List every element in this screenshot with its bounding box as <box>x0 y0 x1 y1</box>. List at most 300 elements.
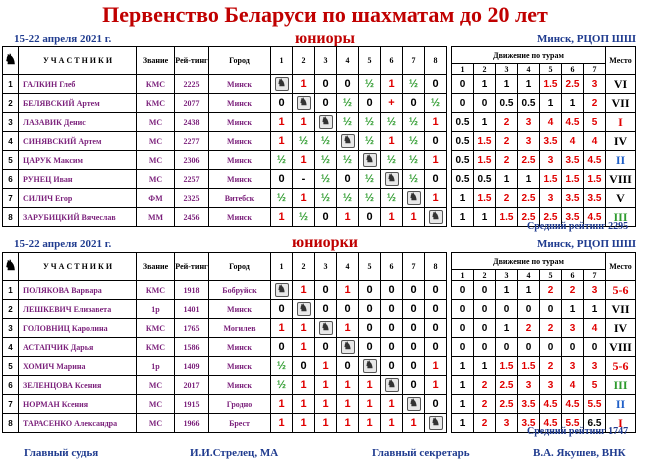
progress-score: 2.5 <box>518 151 540 170</box>
progress-score: 3 <box>518 132 540 151</box>
progress-score: 0 <box>540 338 562 357</box>
game-result: 0 <box>337 357 359 376</box>
progress-score: 1 <box>452 189 474 208</box>
game-result: 1 <box>425 113 447 132</box>
progress-score: 0 <box>452 319 474 338</box>
progress-score: 3 <box>584 75 606 94</box>
progress-score: 1.5 <box>540 75 562 94</box>
game-result: 0 <box>381 319 403 338</box>
game-result: 1 <box>337 376 359 395</box>
game-result: 0 <box>359 281 381 300</box>
game-result: ½ <box>403 75 425 94</box>
progress-score: 3.5 <box>518 395 540 414</box>
game-result: 0 <box>315 94 337 113</box>
player-city: Минск <box>209 208 271 227</box>
progress-score: 1 <box>474 208 496 227</box>
self-cell-knight-icon: ♞ <box>381 376 403 395</box>
game-result: ½ <box>271 376 293 395</box>
table-logo-knight-icon: ♞ <box>3 47 19 75</box>
progress-score: 1 <box>496 281 518 300</box>
final-place: III <box>606 208 636 227</box>
progress-score: 1 <box>496 170 518 189</box>
progress-score: 2.5 <box>562 75 584 94</box>
juniors-city: Минск, РЦОП ШШ <box>537 33 636 45</box>
progress-score: 0 <box>452 75 474 94</box>
game-result: 1 <box>315 357 337 376</box>
player-rank: КМС <box>137 94 175 113</box>
final-place: IV <box>606 132 636 151</box>
self-cell-knight-icon: ♞ <box>425 414 447 433</box>
progress-score: 4 <box>584 319 606 338</box>
game-result: 0 <box>403 357 425 376</box>
game-result: 1 <box>337 319 359 338</box>
table-row <box>3 395 636 414</box>
progress-score: 1.5 <box>496 357 518 376</box>
progress-score: 0 <box>474 94 496 113</box>
progress-score: 4 <box>540 113 562 132</box>
player-city: Брест <box>209 414 271 433</box>
self-cell-knight-icon: ♞ <box>293 94 315 113</box>
progress-score: 1 <box>452 357 474 376</box>
chief-judge-name: И.И.Стрелец, МА <box>190 447 279 459</box>
row-number: 8 <box>3 414 19 433</box>
progress-score: 1 <box>496 319 518 338</box>
player-rating: 2257 <box>175 170 209 189</box>
game-result: 0 <box>425 281 447 300</box>
player-rank: МС <box>137 376 175 395</box>
header-movement: Движение по турам <box>452 253 606 270</box>
game-result: 0 <box>337 75 359 94</box>
final-place: III <box>606 376 636 395</box>
player-rating: 1915 <box>175 395 209 414</box>
game-result: 1 <box>271 113 293 132</box>
player-name: ЗАРУБИЦКИЙ Вячеслав <box>19 208 137 227</box>
player-rank: ФМ <box>137 189 175 208</box>
header-round: 6 <box>381 253 403 281</box>
player-name: СИНЯВСКИЙ Артем <box>19 132 137 151</box>
progress-score: 3 <box>562 319 584 338</box>
game-result: ½ <box>403 113 425 132</box>
game-result: ½ <box>359 113 381 132</box>
progress-score: 3.5 <box>540 132 562 151</box>
player-city: Гродно <box>209 395 271 414</box>
game-result: + <box>381 94 403 113</box>
progress-score: 3 <box>584 357 606 376</box>
progress-score: 2.5 <box>518 208 540 227</box>
progress-score: 0.5 <box>452 151 474 170</box>
player-rating: 1966 <box>175 414 209 433</box>
game-result: 1 <box>381 395 403 414</box>
game-result: ½ <box>403 132 425 151</box>
player-name: РУНЕЦ Иван <box>19 170 137 189</box>
player-rating: 1765 <box>175 319 209 338</box>
player-name: ПОЛЯКОВА Варвара <box>19 281 137 300</box>
progress-score: 0.5 <box>496 94 518 113</box>
header-movement-round: 7 <box>584 64 606 75</box>
game-result: 0 <box>271 94 293 113</box>
final-place: VII <box>606 94 636 113</box>
progress-score: 0.5 <box>518 94 540 113</box>
progress-score: 1.5 <box>496 208 518 227</box>
progress-score: 0.5 <box>452 170 474 189</box>
player-city: Минск <box>209 113 271 132</box>
game-result: 1 <box>381 75 403 94</box>
header-participants: У Ч А С Т Н И К И <box>19 47 137 75</box>
header-rating: Рей-тинг <box>175 253 209 281</box>
row-number: 2 <box>3 94 19 113</box>
player-city: Минск <box>209 151 271 170</box>
progress-score: 2 <box>474 376 496 395</box>
game-result: 1 <box>293 151 315 170</box>
row-number: 2 <box>3 300 19 319</box>
header-round: 5 <box>359 253 381 281</box>
game-result: 0 <box>425 319 447 338</box>
final-place: V <box>606 189 636 208</box>
game-result: 1 <box>293 75 315 94</box>
progress-score: 1 <box>452 414 474 433</box>
header-round: 8 <box>425 253 447 281</box>
game-result: 1 <box>425 189 447 208</box>
juniors-average-rating: Средний рейтинг 2295 <box>527 221 629 232</box>
progress-score: 4.5 <box>540 395 562 414</box>
progress-score: 0 <box>496 338 518 357</box>
table-row <box>3 338 636 357</box>
game-result: 0 <box>315 338 337 357</box>
game-result: 1 <box>293 338 315 357</box>
player-city: Минск <box>209 94 271 113</box>
row-number: 1 <box>3 281 19 300</box>
progress-score: 3 <box>540 189 562 208</box>
header-rank: Звание <box>137 47 175 75</box>
game-result: 1 <box>293 414 315 433</box>
progress-score: 1 <box>540 94 562 113</box>
game-result: 0 <box>425 395 447 414</box>
player-rating: 2277 <box>175 132 209 151</box>
progress-score: 0 <box>584 338 606 357</box>
progress-score: 2 <box>562 281 584 300</box>
progress-score: 2 <box>518 319 540 338</box>
progress-score: 5.5 <box>562 414 584 433</box>
progress-score: 1.5 <box>474 132 496 151</box>
progress-score: 2 <box>584 94 606 113</box>
game-result: 1 <box>381 414 403 433</box>
game-result: ½ <box>315 151 337 170</box>
game-result: ½ <box>403 151 425 170</box>
game-result: 0 <box>315 281 337 300</box>
progress-score: 4.5 <box>584 208 606 227</box>
game-result: 0 <box>359 300 381 319</box>
progress-score: 2 <box>540 319 562 338</box>
girls-average-rating: Средний рейтинг 1747 <box>527 426 629 437</box>
player-rank: 1р <box>137 357 175 376</box>
game-result: 0 <box>271 338 293 357</box>
self-cell-knight-icon: ♞ <box>403 189 425 208</box>
player-name: ХОМИЧ Марина <box>19 357 137 376</box>
player-rating: 2077 <box>175 94 209 113</box>
player-city: Витебск <box>209 189 271 208</box>
progress-score: 5.5 <box>584 395 606 414</box>
progress-score: 1.5 <box>584 170 606 189</box>
player-rank: МС <box>137 113 175 132</box>
game-result: 1 <box>293 281 315 300</box>
game-result: 1 <box>337 414 359 433</box>
header-place: Место <box>606 253 636 281</box>
table-row <box>3 113 636 132</box>
game-result: 1 <box>271 414 293 433</box>
game-result: ½ <box>315 170 337 189</box>
header-place: Место <box>606 47 636 75</box>
game-result: ½ <box>293 208 315 227</box>
player-city: Бобруйск <box>209 281 271 300</box>
game-result: 1 <box>337 208 359 227</box>
progress-score: 4.5 <box>562 395 584 414</box>
player-city: Минск <box>209 357 271 376</box>
header-round: 7 <box>403 253 425 281</box>
table-row <box>3 357 636 376</box>
game-result: ½ <box>359 170 381 189</box>
final-place: II <box>606 395 636 414</box>
player-city: Минск <box>209 376 271 395</box>
header-round: 1 <box>271 47 293 75</box>
player-name: ЛЕШКЕВИЧ Елизавета <box>19 300 137 319</box>
final-place: 5-6 <box>606 281 636 300</box>
table-row <box>3 151 636 170</box>
player-name: ЛАЗАВИК Денис <box>19 113 137 132</box>
player-rating: 2438 <box>175 113 209 132</box>
player-rating: 1918 <box>175 281 209 300</box>
player-rank: МС <box>137 170 175 189</box>
game-result: 0 <box>293 357 315 376</box>
game-result: 1 <box>425 357 447 376</box>
game-result: 1 <box>293 395 315 414</box>
progress-score: 4 <box>562 376 584 395</box>
row-number: 5 <box>3 151 19 170</box>
progress-score: 0 <box>474 281 496 300</box>
self-cell-knight-icon: ♞ <box>271 75 293 94</box>
player-rating: 1401 <box>175 300 209 319</box>
player-rating: 1409 <box>175 357 209 376</box>
self-cell-knight-icon: ♞ <box>337 132 359 151</box>
progress-score: 3 <box>562 357 584 376</box>
game-result: 1 <box>425 376 447 395</box>
progress-score: 3.5 <box>518 414 540 433</box>
final-place: 5-6 <box>606 357 636 376</box>
self-cell-knight-icon: ♞ <box>293 300 315 319</box>
player-name: ЦАРУК Максим <box>19 151 137 170</box>
table-row <box>3 376 636 395</box>
game-result: 1 <box>381 132 403 151</box>
progress-score: 3 <box>584 281 606 300</box>
game-result: 1 <box>293 319 315 338</box>
chief-judge-label: Главный судья <box>24 447 99 459</box>
progress-score: 1 <box>584 300 606 319</box>
progress-score: 3 <box>496 414 518 433</box>
row-number: 7 <box>3 395 19 414</box>
game-result: ½ <box>271 189 293 208</box>
row-number: 3 <box>3 319 19 338</box>
game-result: 1 <box>271 132 293 151</box>
game-result: 0 <box>315 208 337 227</box>
game-result: 1 <box>271 319 293 338</box>
game-result: ½ <box>337 151 359 170</box>
player-rating: 2017 <box>175 376 209 395</box>
header-round: 3 <box>315 253 337 281</box>
progress-score: 0 <box>540 300 562 319</box>
progress-score: 2 <box>496 113 518 132</box>
progress-score: 2.5 <box>518 189 540 208</box>
player-name: ГАЛКИН Глеб <box>19 75 137 94</box>
final-place: I <box>606 414 636 433</box>
progress-score: 1 <box>452 208 474 227</box>
header-rank: Звание <box>137 253 175 281</box>
header-round: 1 <box>271 253 293 281</box>
player-rank: МС <box>137 132 175 151</box>
progress-score: 1.5 <box>474 189 496 208</box>
game-result: 0 <box>425 338 447 357</box>
row-number: 3 <box>3 113 19 132</box>
self-cell-knight-icon: ♞ <box>337 338 359 357</box>
player-name: БЕЛЯВСКИЙ Артем <box>19 94 137 113</box>
girls-table <box>2 252 636 433</box>
progress-score: 1 <box>518 281 540 300</box>
progress-score: 4 <box>562 132 584 151</box>
progress-score: 0 <box>496 300 518 319</box>
game-result: 0 <box>359 208 381 227</box>
game-result: 1 <box>293 113 315 132</box>
game-result: ½ <box>381 151 403 170</box>
progress-score: 1 <box>452 376 474 395</box>
header-movement-round: 7 <box>584 270 606 281</box>
progress-score: 2 <box>540 281 562 300</box>
player-rank: КМС <box>137 319 175 338</box>
header-movement-round: 2 <box>474 64 496 75</box>
page-title: Первенство Беларуси по шахматам до 20 лет <box>102 2 548 27</box>
progress-score: 2.5 <box>496 395 518 414</box>
header-movement-round: 6 <box>562 270 584 281</box>
player-name: ТАРАСЕНКО Александра <box>19 414 137 433</box>
game-result: 1 <box>381 208 403 227</box>
final-place: VIII <box>606 338 636 357</box>
header-movement-round: 1 <box>452 270 474 281</box>
table-row <box>3 189 636 208</box>
player-rank: ММ <box>137 208 175 227</box>
header-city: Город <box>209 47 271 75</box>
row-number: 4 <box>3 338 19 357</box>
game-result: ½ <box>403 170 425 189</box>
header-movement-round: 4 <box>518 270 540 281</box>
juniors-date: 15-22 апреля 2021 г. <box>14 33 112 45</box>
row-number: 5 <box>3 357 19 376</box>
table-row <box>3 94 636 113</box>
table-row <box>3 281 636 300</box>
game-result: ½ <box>315 189 337 208</box>
game-result: 0 <box>381 300 403 319</box>
player-city: Минск <box>209 75 271 94</box>
progress-score: 0 <box>452 338 474 357</box>
self-cell-knight-icon: ♞ <box>315 113 337 132</box>
progress-score: 2 <box>496 189 518 208</box>
game-result: 0 <box>271 170 293 189</box>
table-row <box>3 319 636 338</box>
progress-score: 0.5 <box>474 170 496 189</box>
header-round: 5 <box>359 47 381 75</box>
progress-score: 0 <box>562 338 584 357</box>
game-result: 1 <box>403 414 425 433</box>
player-rank: КМС <box>137 281 175 300</box>
progress-score: 0.5 <box>452 113 474 132</box>
player-city: Могилев <box>209 319 271 338</box>
self-cell-knight-icon: ♞ <box>359 357 381 376</box>
game-result: 0 <box>425 170 447 189</box>
game-result: 1 <box>337 395 359 414</box>
game-result: 0 <box>315 75 337 94</box>
progress-score: 2 <box>496 132 518 151</box>
header-participants: У Ч А С Т Н И К И <box>19 253 137 281</box>
game-result: 0 <box>425 132 447 151</box>
progress-score: 2 <box>474 395 496 414</box>
progress-score: 2.5 <box>540 208 562 227</box>
juniors-table <box>2 46 636 227</box>
game-result: 0 <box>403 300 425 319</box>
player-name: АСТАПЧИК Дарья <box>19 338 137 357</box>
progress-score: 5 <box>584 376 606 395</box>
progress-score: 0 <box>452 94 474 113</box>
player-rating: 1586 <box>175 338 209 357</box>
game-result: 1 <box>315 414 337 433</box>
game-result: 0 <box>403 338 425 357</box>
header-movement-round: 3 <box>496 270 518 281</box>
final-place: II <box>606 151 636 170</box>
self-cell-knight-icon: ♞ <box>403 395 425 414</box>
progress-score: 0 <box>474 300 496 319</box>
game-result: 0 <box>271 300 293 319</box>
table-row <box>3 300 636 319</box>
game-result: ½ <box>337 189 359 208</box>
progress-score: 3.5 <box>562 189 584 208</box>
game-result: ½ <box>271 357 293 376</box>
game-result: 1 <box>271 395 293 414</box>
progress-score: 3 <box>540 376 562 395</box>
header-movement: Движение по турам <box>452 47 606 64</box>
game-result: 1 <box>359 376 381 395</box>
game-result: ½ <box>381 113 403 132</box>
header-round: 2 <box>293 253 315 281</box>
game-result: 0 <box>381 338 403 357</box>
game-result: 1 <box>359 414 381 433</box>
player-rating: 2456 <box>175 208 209 227</box>
progress-score: 1.5 <box>540 170 562 189</box>
header-round: 6 <box>381 47 403 75</box>
game-result: ½ <box>359 189 381 208</box>
player-rank: МС <box>137 395 175 414</box>
game-result: ½ <box>315 132 337 151</box>
header-round: 4 <box>337 253 359 281</box>
secretary-label: Главный секретарь <box>372 447 470 459</box>
final-place: VIII <box>606 170 636 189</box>
game-result: 0 <box>425 300 447 319</box>
table-row <box>3 75 636 94</box>
progress-score: 0 <box>452 300 474 319</box>
player-city: Минск <box>209 132 271 151</box>
game-result: 0 <box>359 94 381 113</box>
juniors-section-title: юниоры <box>294 30 356 47</box>
game-result: ½ <box>359 132 381 151</box>
player-city: Минск <box>209 170 271 189</box>
progress-score: 0 <box>518 338 540 357</box>
row-number: 4 <box>3 132 19 151</box>
header-round: 4 <box>337 47 359 75</box>
table-row <box>3 170 636 189</box>
